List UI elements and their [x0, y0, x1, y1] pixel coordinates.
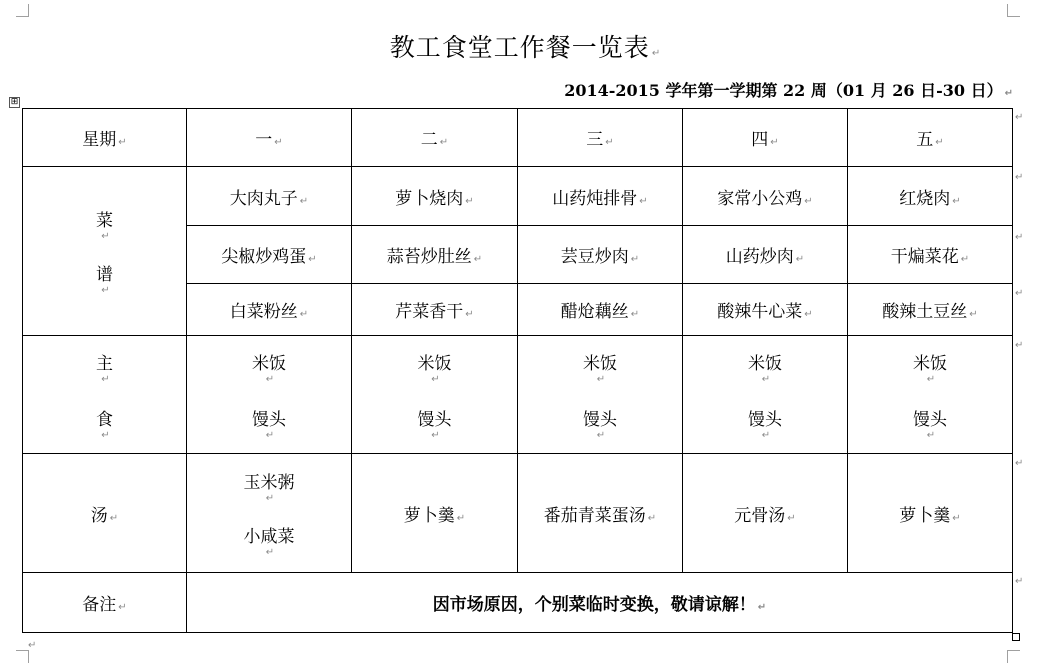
dish-cell: 干煸菜花 ↵: [848, 226, 1013, 284]
document-subtitle: 2014-2015 学年第一学期第 22 周（01 月 26 日-30 日） ↵: [564, 81, 1013, 100]
soup-row: [23, 454, 1013, 573]
dish-cell: 芹菜香干 ↵: [352, 284, 518, 336]
day-header-cell: 五 ↵: [848, 109, 1013, 167]
dishes-label-cell: 菜 ↵ 谱 ↵: [23, 167, 187, 336]
dish-cell: 醋炝藕丝 ↵: [518, 284, 683, 336]
staple-cell: 米饭 ↵ 馒头 ↵: [187, 336, 352, 454]
day-header-cell: 三 ↵: [518, 109, 683, 167]
row-end-mark: ↵: [1015, 232, 1024, 243]
dish-cell: 山药炒肉 ↵: [683, 226, 848, 284]
staple-row: [23, 336, 1013, 454]
day-header-cell: 二 ↵: [352, 109, 518, 167]
dish-cell: 酸辣牛心菜 ↵: [683, 284, 848, 336]
page-corner-top-left: [16, 4, 29, 17]
dish-cell: 萝卜烧肉 ↵: [352, 167, 518, 226]
row-end-mark: ↵: [1015, 172, 1024, 183]
page-corner-bottom-left: [16, 650, 29, 663]
remarks-text-cell: 因市场原因，个别菜临时变换，敬请谅解！ ↵: [187, 573, 1013, 633]
dish-cell: 山药炖排骨 ↵: [518, 167, 683, 226]
table-resize-handle[interactable]: [1012, 633, 1020, 641]
soup-cell: 萝卜羹 ↵: [848, 454, 1013, 573]
dish-cell: 酸辣土豆丝 ↵: [848, 284, 1013, 336]
dish-cell: 白菜粉丝 ↵: [187, 284, 352, 336]
row-end-mark: ↵: [1015, 112, 1024, 123]
row-end-mark: ↵: [1015, 288, 1024, 299]
document-title: 教工食堂工作餐一览表 ↵: [389, 33, 662, 62]
staple-cell: 米饭 ↵ 馒头 ↵: [352, 336, 518, 454]
soup-cell: 元骨汤 ↵: [683, 454, 848, 573]
table-move-handle-icon[interactable]: ⊞: [10, 97, 19, 107]
table-header-row: [23, 109, 1013, 167]
dish-row: [23, 167, 1013, 226]
dish-cell: 蒜苔炒肚丝 ↵: [352, 226, 518, 284]
soup-label-cell: 汤 ↵: [23, 454, 187, 573]
final-paragraph-mark: ↵: [28, 640, 37, 651]
day-header-cell: 一 ↵: [187, 109, 352, 167]
weekday-label-cell: 星期 ↵: [23, 109, 187, 167]
row-end-mark: ↵: [1015, 576, 1024, 587]
soup-cell: 萝卜羹 ↵: [352, 454, 518, 573]
page-corner-top-right: [1007, 4, 1020, 17]
dish-cell: 芸豆炒肉 ↵: [518, 226, 683, 284]
dish-cell: 尖椒炒鸡蛋 ↵: [187, 226, 352, 284]
soup-cell: 玉米粥 ↵ 小咸菜 ↵: [187, 454, 352, 573]
row-end-mark: ↵: [1015, 340, 1024, 351]
remarks-label-cell: 备注 ↵: [23, 573, 187, 633]
dish-cell: 大肉丸子 ↵: [187, 167, 352, 226]
dish-cell: 红烧肉 ↵: [848, 167, 1013, 226]
dish-cell: 家常小公鸡 ↵: [683, 167, 848, 226]
page-corner-bottom-right: [1007, 650, 1020, 663]
menu-table: [22, 108, 1013, 633]
row-end-mark: ↵: [1015, 458, 1024, 469]
staple-cell: 米饭 ↵ 馒头 ↵: [848, 336, 1013, 454]
soup-cell: 番茄青菜蛋汤 ↵: [518, 454, 683, 573]
staple-cell: 米饭 ↵ 馒头 ↵: [683, 336, 848, 454]
staple-label-cell: 主 ↵ 食 ↵: [23, 336, 187, 454]
day-header-cell: 四 ↵: [683, 109, 848, 167]
remarks-row: [23, 573, 1013, 633]
staple-cell: 米饭 ↵ 馒头 ↵: [518, 336, 683, 454]
